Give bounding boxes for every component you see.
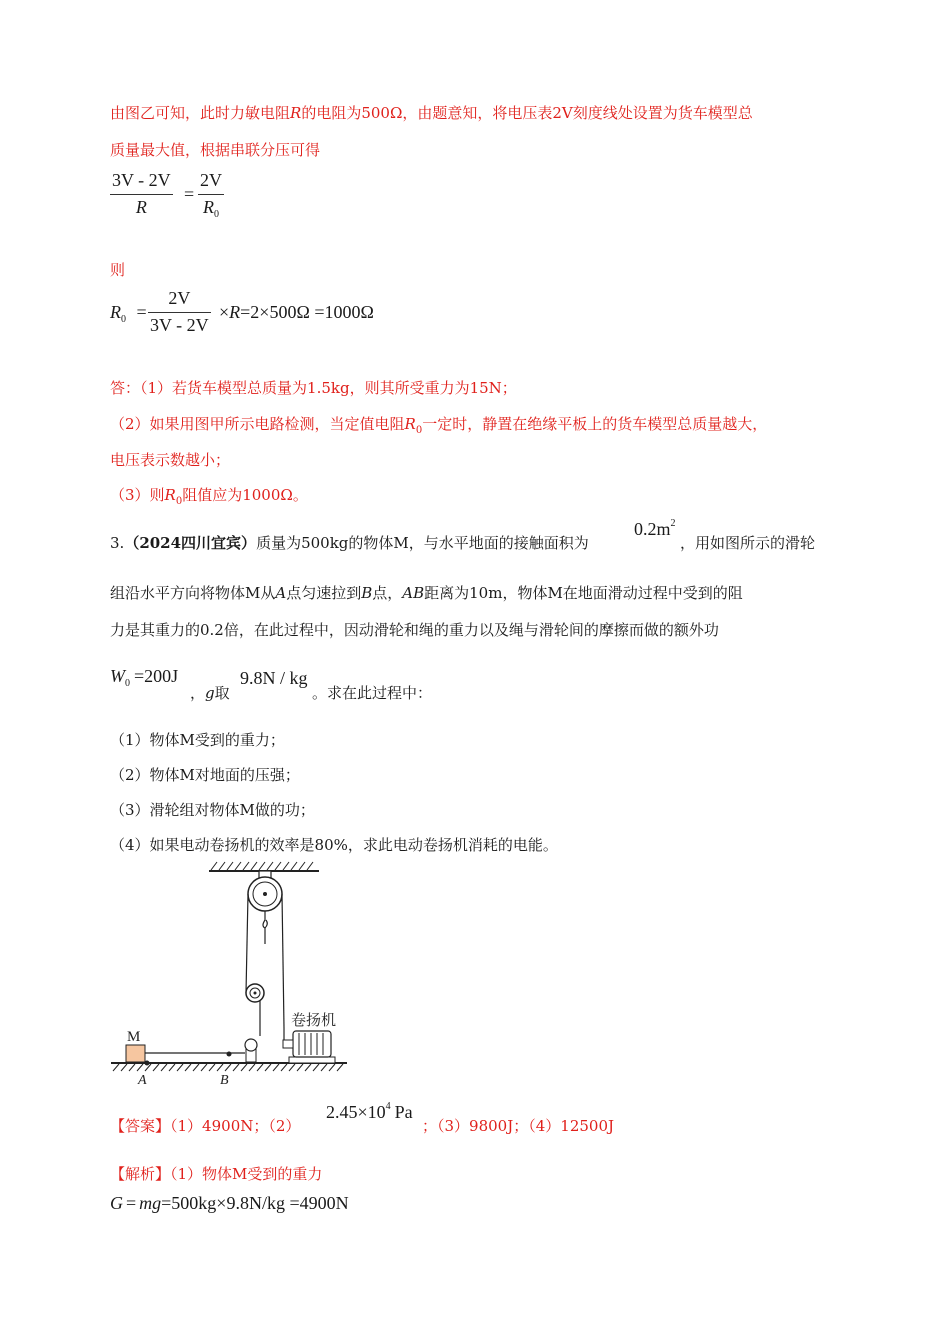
eq2-lhs: $R_0$ = — [110, 302, 147, 325]
analysis-tag: 【解析】 — [110, 1165, 171, 1183]
pulley-diagram — [105, 858, 365, 1090]
then-word: 则 — [110, 261, 126, 279]
question-2: （2）物体M对地面的压强； — [110, 766, 300, 784]
label-M: M — [127, 1029, 141, 1045]
problem-line-1-tail: ，用如图所示的滑轮 — [680, 534, 816, 552]
fixed-pulley — [248, 871, 282, 928]
eq1-left-fraction: 3V - 2V R — [112, 170, 171, 217]
w0-expression: $W_0 =200J$ — [110, 666, 179, 689]
answer-1: 答：（1）若货车模型总质量为1.5kg，则其所受重力为15N； — [110, 379, 517, 397]
question-4: （4）如果电动卷扬机的效率是80%，求此电动卷扬机消耗的电能。 — [110, 836, 558, 854]
ground-pulley — [245, 1039, 257, 1062]
answer-2-line-2: 电压表示数越小； — [110, 451, 231, 469]
label-A: A — [138, 1073, 147, 1088]
problem-line-3: 力是其重力的0.2倍，在此过程中，因动滑轮和绳的重力以及绳与滑轮间的摩擦而做的额外功 — [110, 621, 719, 639]
answer-line: 【答案】（1）4900N；（2） — [110, 1117, 301, 1135]
answer-tag: 【答案】 — [110, 1117, 171, 1135]
problem-line-1: 3.（2024四川宜宾）质量为500kg的物体M，与水平地面的接触面积为 — [110, 534, 589, 552]
problem-line-2: 组沿水平方向将物体M从A点匀速拉到B点，AB距离为10m，物体M在地面滑动过程中受到的阻 — [110, 584, 743, 602]
label-B: B — [220, 1073, 229, 1088]
eq1-equals: = — [184, 184, 195, 204]
eq2-rest: ×R=2×500Ω =1000Ω — [219, 302, 374, 322]
answer-3: （3）则$R_0$阻值应为1000Ω。 — [110, 486, 308, 507]
intro-line-1: 由图乙可知，此时力敏电阻R的电阻为500Ω，由题意知，将电压表2V刻度线处设置为货车模型总 — [110, 104, 753, 122]
pressure-value: $2.45\times 10^4$ Pa — [326, 1101, 413, 1122]
block-M — [126, 1029, 145, 1062]
answer-line-tail: ；（3）9800J；（4）12500J — [422, 1117, 615, 1135]
g-take: ，g取 — [190, 684, 230, 702]
eq2-fraction: 2V 3V - 2V — [150, 288, 209, 335]
ceiling — [209, 862, 319, 871]
winch — [283, 1012, 336, 1063]
question-3: （3）滑轮组对物体M做的功； — [110, 801, 315, 819]
label-winch: 卷扬机 — [291, 1013, 337, 1029]
analysis-line: 【解析】（1）物体M受到的重力 — [110, 1165, 323, 1183]
eq1-right-fraction: 2V $R_0$ — [200, 170, 222, 220]
g-value: 9.8N / kg — [240, 668, 308, 688]
movable-pulley — [246, 984, 264, 1002]
question-1: （1）物体M受到的重力； — [110, 731, 285, 749]
answer-2-line-1: （2）如果用图甲所示电路检测，当定值电阻$R_0$一定时，静置在绝缘平板上的货车模型总质量越大， — [110, 415, 768, 436]
problem-line-4-tail: 。求在此过程中： — [312, 684, 433, 702]
gravity-equation: G = mg=500kg×9.8N/kg =4900N — [110, 1193, 349, 1213]
area-value: $0.2m^2$ — [634, 518, 676, 539]
intro-line-2: 质量最大值，根据串联分压可得 — [110, 141, 321, 159]
